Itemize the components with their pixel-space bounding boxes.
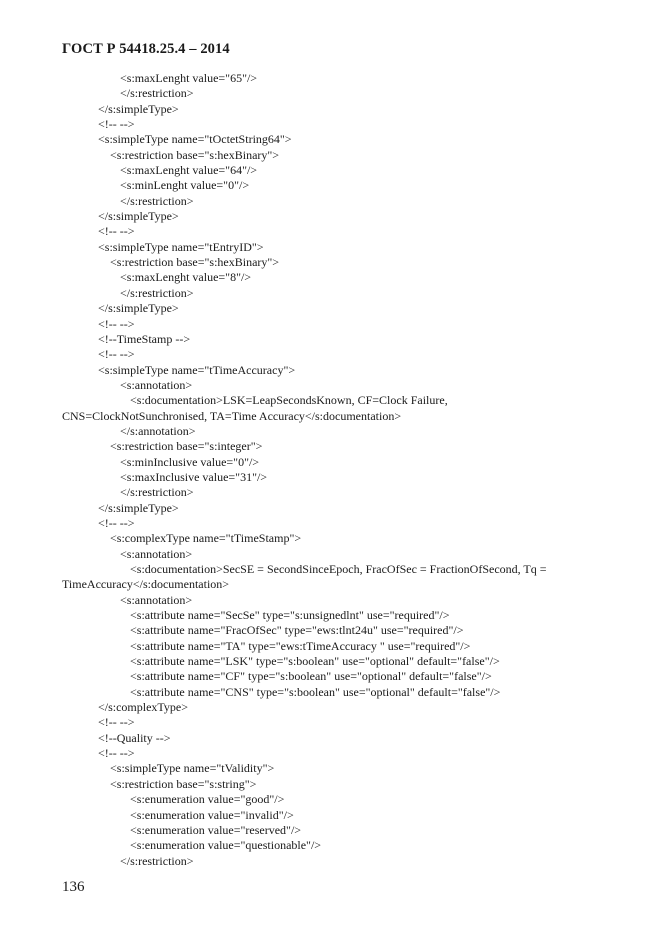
code-line: <s:enumeration value="good"/> <box>130 792 285 807</box>
code-line: <s:maxInclusive value="31"/> <box>120 469 268 484</box>
code-line: <s:simpleType name="tTimeAccuracy"> <box>98 362 296 377</box>
code-line: <s:attribute name="SecSe" type="s:unsignedlnt" use="required"/> <box>130 608 450 623</box>
code-line: CNS=ClockNotSunchronised, TA=Time Accuracy</s:documentation> <box>62 408 402 423</box>
code-line: <s:annotation> <box>120 546 193 561</box>
code-line: </s:complexType> <box>98 700 189 715</box>
code-line: <!-- --> <box>98 347 135 362</box>
code-line: <s:annotation> <box>120 592 193 607</box>
code-line: <s:restriction base="s:integer"> <box>110 439 263 454</box>
code-line: <s:restriction base="s:hexBinary"> <box>110 255 280 270</box>
code-line: </s:simpleType> <box>98 500 179 515</box>
code-line: <!-- --> <box>98 224 135 239</box>
code-line: <!--Quality --> <box>98 730 171 745</box>
xml-code-block <box>0 71 661 869</box>
code-line: <s:enumeration value="questionable"/> <box>130 838 322 853</box>
code-line: <s:attribute name="CNS" type="s:boolean" use="optional" default="false"/> <box>130 684 501 699</box>
code-line: <s:maxLenght value="65"/> <box>120 71 258 85</box>
code-line: <s:maxLenght value="64"/> <box>120 163 258 178</box>
code-line: <!-- --> <box>98 746 135 761</box>
code-line: </s:simpleType> <box>98 101 179 116</box>
code-line: <s:minLenght value="0"/> <box>120 178 250 193</box>
document-header: ГОСТ Р 54418.25.4 – 2014 <box>62 41 230 57</box>
code-line: <s:annotation> <box>120 377 193 392</box>
code-line: <!-- --> <box>98 316 135 331</box>
code-line: </s:annotation> <box>120 423 196 438</box>
code-line: <s:attribute name="CF" type="s:boolean" use="optional" default="false"/> <box>130 669 492 684</box>
code-line: <s:complexType name="tTimeStamp"> <box>110 531 302 546</box>
code-line: <!-- --> <box>98 715 135 730</box>
code-line: </s:restriction> <box>120 86 194 101</box>
code-line: </s:restriction> <box>120 193 194 208</box>
code-line: <s:enumeration value="invalid"/> <box>130 807 294 822</box>
code-line: </s:simpleType> <box>98 209 179 224</box>
code-line: <s:documentation>LSK=LeapSecondsKnown, CF=Clock Failure, <box>130 393 448 408</box>
code-line: <s:enumeration value="reserved"/> <box>130 822 302 837</box>
code-line: </s:simpleType> <box>98 301 179 316</box>
code-line: <!-- --> <box>98 515 135 530</box>
code-line: </s:restriction> <box>120 285 194 300</box>
code-line: <s:minInclusive value="0"/> <box>120 454 260 469</box>
code-line: <s:attribute name="LSK" type="s:boolean" use="optional" default="false"/> <box>130 654 500 669</box>
code-line: </s:restriction> <box>120 853 194 868</box>
code-line: <s:simpleType name="tValidity"> <box>110 761 275 776</box>
code-line: <s:simpleType name="tOctetString64"> <box>98 132 292 147</box>
code-line: TimeAccuracy</s:documentation> <box>62 577 230 592</box>
code-line: <s:restriction base="s:hexBinary"> <box>110 147 280 162</box>
code-line: <s:attribute name="FracOfSec" type="ews:tlnt24u" use="required"/> <box>130 623 464 638</box>
code-line: <s:attribute name="TA" type="ews:tTimeAccuracy " use="required"/> <box>130 638 471 653</box>
code-line: <!--TimeStamp --> <box>98 331 191 346</box>
code-line: <s:maxLenght value="8"/> <box>120 270 252 285</box>
code-line: </s:restriction> <box>120 485 194 500</box>
page-number: 136 <box>62 879 85 895</box>
code-line: <!-- --> <box>98 117 135 132</box>
code-line: <s:restriction base="s:string"> <box>110 776 257 791</box>
code-line: <s:documentation>SecSE = SecondSinceEpoch, FracOfSec = FractionOfSecond, Tq = <box>130 562 547 576</box>
code-line: <s:simpleType name="tEntryID"> <box>98 239 264 254</box>
